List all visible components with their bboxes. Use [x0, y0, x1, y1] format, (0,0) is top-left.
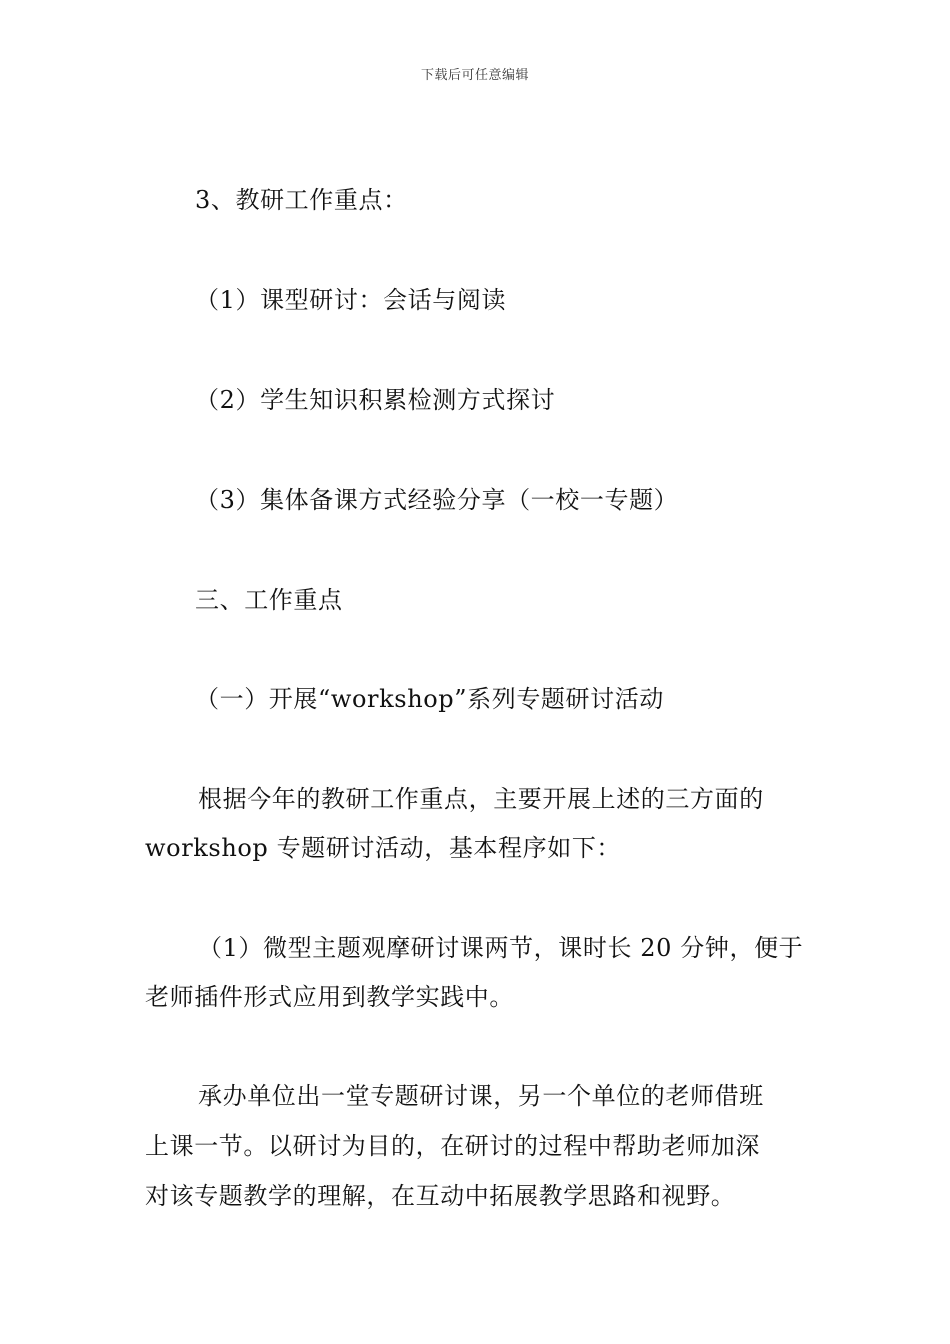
page-header-note: 下载后可任意编辑	[420, 68, 529, 83]
list-item-lesson-type: （1）课型研讨：会话与阅读	[195, 286, 507, 314]
paragraph-line: （1）微型主题观摩研讨课两节，课时长 20 分钟，便于	[198, 934, 804, 962]
paragraph-line: 对该专题教学的理解，在互动中拓展教学思路和视野。	[145, 1182, 736, 1210]
subsection-heading-workshop: （一）开展“workshop”系列专题研讨活动	[195, 685, 664, 713]
list-item-collective-lesson-prep: （3）集体备课方式经验分享（一校一专题）	[195, 486, 679, 514]
paragraph-line: 根据今年的教研工作重点，主要开展上述的三方面的	[198, 785, 764, 813]
section-heading-research-focus: 3、教研工作重点：	[195, 186, 408, 214]
paragraph-line: 上课一节。以研讨为目的，在研讨的过程中帮助老师加深	[145, 1132, 760, 1160]
paragraph-line: 承办单位出一堂专题研讨课，另一个单位的老师借班	[198, 1082, 764, 1110]
paragraph-line: 老师插件形式应用到教学实践中。	[145, 983, 514, 1011]
paragraph-line: workshop 专题研讨活动，基本程序如下：	[145, 834, 622, 862]
list-item-knowledge-assessment: （2）学生知识积累检测方式探讨	[195, 386, 556, 414]
section-heading-work-focus: 三、工作重点	[195, 586, 343, 614]
